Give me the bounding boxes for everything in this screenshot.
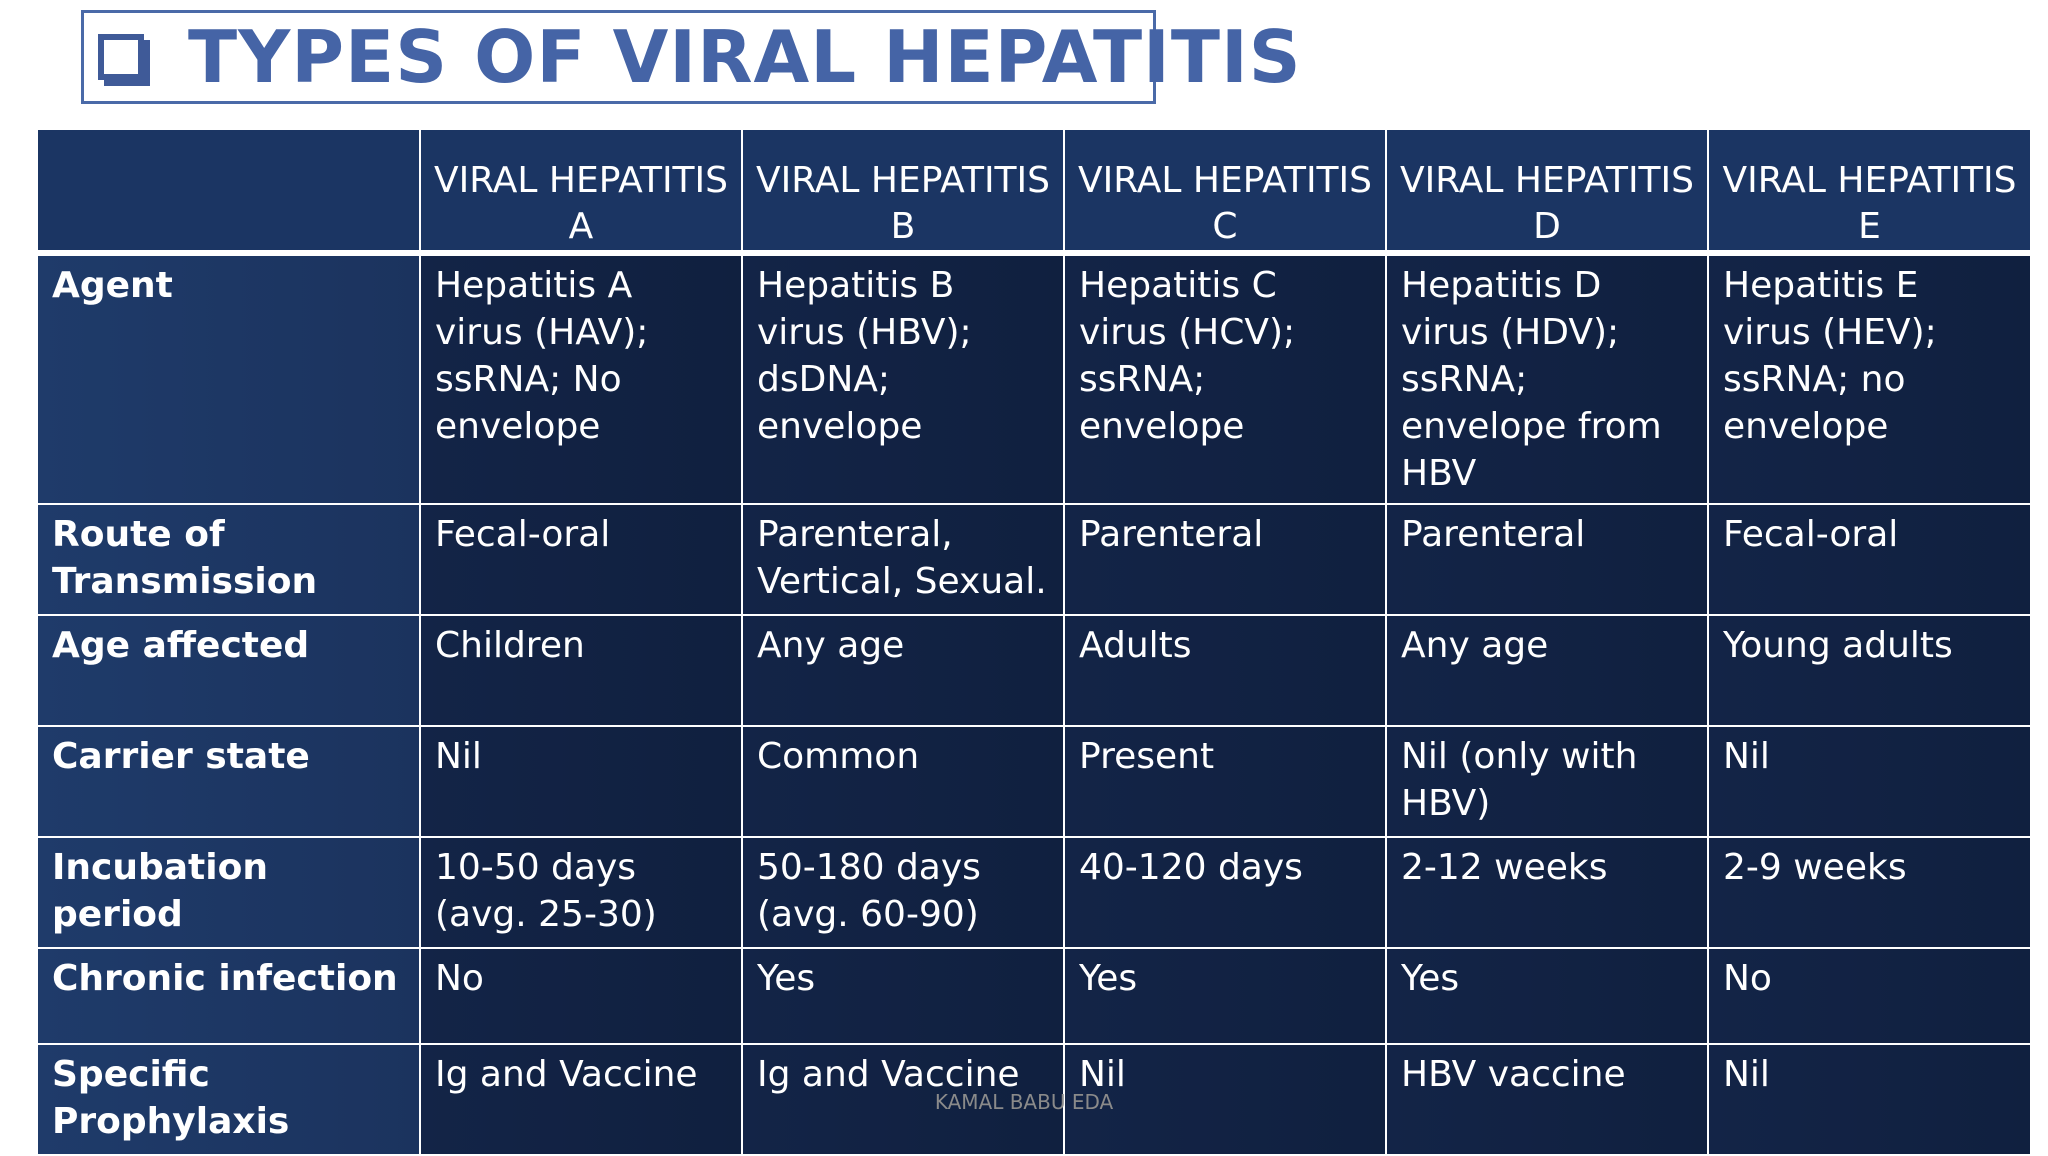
table-cell: Children — [420, 615, 742, 726]
table-cell: Yes — [742, 948, 1064, 1044]
row-label: Route of Transmission — [38, 504, 420, 615]
table-cell: Young adults — [1708, 615, 2030, 726]
table-cell: Yes — [1064, 948, 1386, 1044]
table-cell: Present — [1064, 726, 1386, 837]
row-label: Specific Prophylaxis — [38, 1044, 420, 1155]
table-row-carrier — [38, 726, 2030, 837]
header-hepatitis-b: VIRAL HEPATITIS B — [742, 129, 1064, 253]
table-cell: Fecal-oral — [1708, 504, 2030, 615]
table-cell: No — [1708, 948, 2030, 1044]
table-cell: Ig and Vaccine — [742, 1044, 1064, 1155]
row-label: Carrier state — [38, 726, 420, 837]
table-cell: Hepatitis B virus (HBV); dsDNA; envelope — [742, 253, 1064, 504]
header-hepatitis-e: VIRAL HEPATITIS E — [1708, 129, 2030, 253]
table-cell: Nil (only with HBV) — [1386, 726, 1708, 837]
table-cell: Hepatitis A virus (HAV); ssRNA; No envelope — [420, 253, 742, 504]
square-bullet-icon — [98, 34, 144, 80]
table-row-route — [38, 504, 2030, 615]
table-cell: Parenteral, Vertical, Sexual. — [742, 504, 1064, 615]
table-cell: No — [420, 948, 742, 1044]
hepatitis-comparison-table — [38, 128, 2030, 1156]
table-row-incubation — [38, 837, 2030, 948]
table-cell: Hepatitis D virus (HDV); ssRNA; envelope from HBV — [1386, 253, 1708, 504]
table-cell: Any age — [742, 615, 1064, 726]
table-cell: Parenteral — [1064, 504, 1386, 615]
row-label: Chronic infection — [38, 948, 420, 1044]
table-cell: Nil — [1708, 1044, 2030, 1155]
row-label: Agent — [38, 253, 420, 504]
table-cell: 50-180 days (avg. 60-90) — [742, 837, 1064, 948]
table-cell: Fecal-oral — [420, 504, 742, 615]
table-cell: Any age — [1386, 615, 1708, 726]
table-cell: Nil — [1064, 1044, 1386, 1155]
table-cell: Parenteral — [1386, 504, 1708, 615]
table-cell: 10-50 days (avg. 25-30) — [420, 837, 742, 948]
slide-title: TYPES OF VIRAL HEPATITIS — [188, 15, 1302, 99]
slide-footer-author: KAMAL BABU EDA — [934, 1090, 1114, 1114]
table-cell: HBV vaccine — [1386, 1044, 1708, 1155]
header-corner-cell — [38, 129, 420, 253]
table-header-row — [38, 129, 2030, 253]
table-cell: 2-9 weeks — [1708, 837, 2030, 948]
table-cell: Adults — [1064, 615, 1386, 726]
table-cell: Hepatitis E virus (HEV); ssRNA; no envelope — [1708, 253, 2030, 504]
table-cell: Common — [742, 726, 1064, 837]
table-cell: Nil — [1708, 726, 2030, 837]
table-cell: Yes — [1386, 948, 1708, 1044]
row-label: Incubation period — [38, 837, 420, 948]
table-cell: 40-120 days — [1064, 837, 1386, 948]
table-cell: Nil — [420, 726, 742, 837]
row-label: Age affected — [38, 615, 420, 726]
slide-title-box — [81, 10, 1302, 104]
header-hepatitis-c: VIRAL HEPATITIS C — [1064, 129, 1386, 253]
table-row-chronic — [38, 948, 2030, 1044]
header-hepatitis-a: VIRAL HEPATITIS A — [420, 129, 742, 253]
table-row-agent — [38, 253, 2030, 504]
table-row-age — [38, 615, 2030, 726]
table-cell: 2-12 weeks — [1386, 837, 1708, 948]
table-cell: Ig and Vaccine — [420, 1044, 742, 1155]
table-cell: Hepatitis C virus (HCV); ssRNA; envelope — [1064, 253, 1386, 504]
header-hepatitis-d: VIRAL HEPATITIS D — [1386, 129, 1708, 253]
